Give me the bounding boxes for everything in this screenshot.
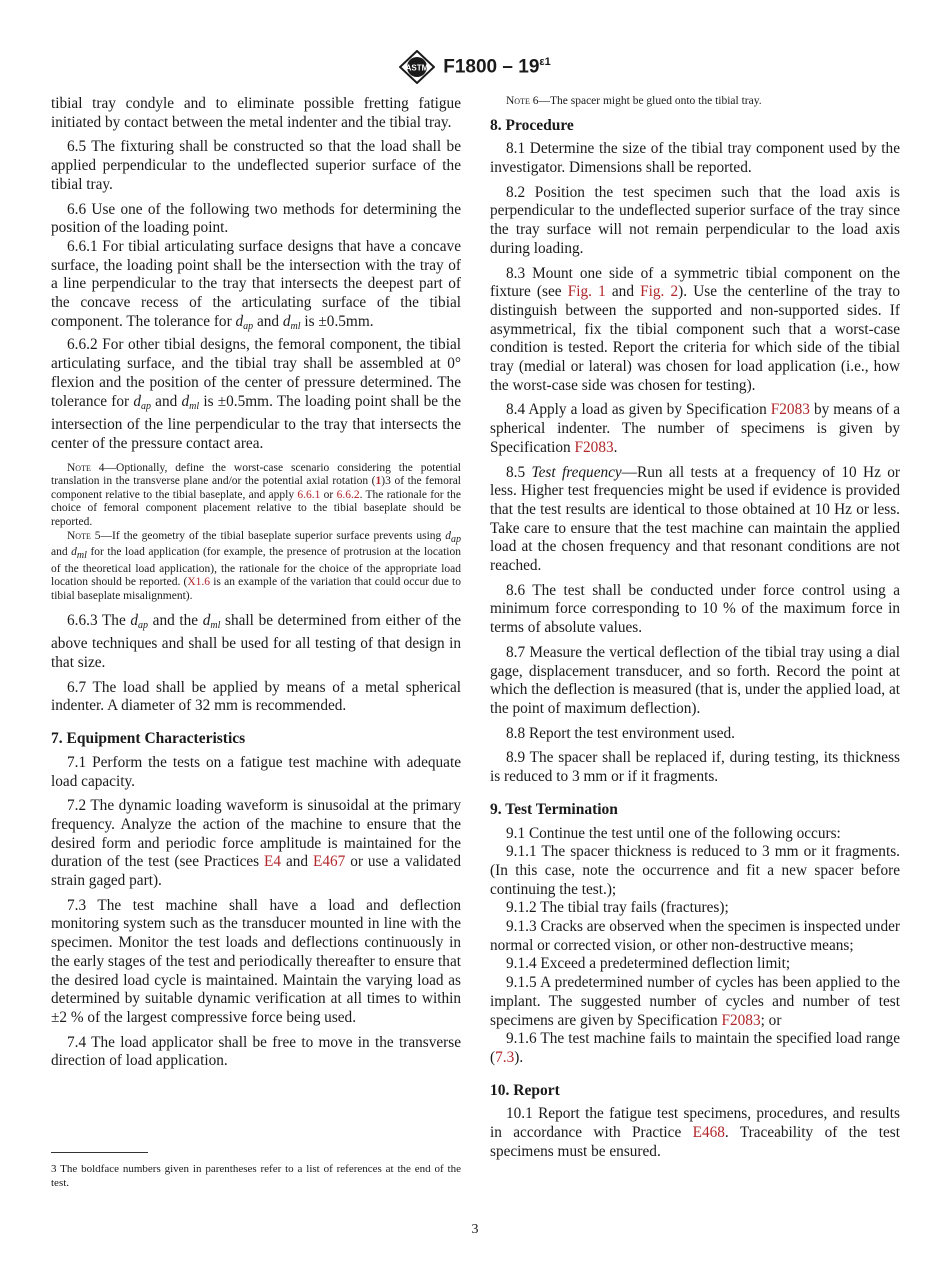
paragraph-6-6-1: 6.6.1 For tibial articulating surface designs that have a concave surface, the loading point shall be the intersection with the tray of a line perpendicular to the tray that intersects the deepest part of the concave recess of the articulating surface of the tibial component. The tolerance for $d_{ap}$ and $d_{ml}$ is ±0.5mm. [51, 237, 461, 332]
paragraph-8-3: 8.3 Mount one side of a symmetric tibial component on the fixture (see Fig. 1 and Fig. 2). Use the centerline of the tray to distinguish between the supported and non-supported sides. If asymmetrical, fix the tibial component such that a worst-case condition is tested. Report the criteria for which side of the tibial tray (medial or lateral) was chosen for load application (i.e., how the worst-case side was chosen for testing). [490, 264, 900, 394]
paragraph-9-1-2: 9.1.2 The tibial tray fails (fractures); [506, 899, 729, 917]
paragraph-9-1-5: 9.1.5 A predetermined number of cycles has been applied to the implant. The suggested number of cycles and number of test specimens are given by Specification F2083; or [490, 974, 900, 1029]
paragraph-6-6: 6.6 Use one of the following two methods for determining the position of the loading point. [51, 200, 461, 237]
left-column [51, 95, 461, 1077]
link-6-6-2[interactable]: 6.6.2 [336, 488, 360, 501]
link-f2083[interactable]: F2083 [770, 401, 810, 419]
link-e467[interactable]: E467 [313, 853, 346, 871]
paragraph-8-7: 8.7 Measure the vertical deflection of the tibial tray using a dial gage, displacement transducer, and so forth. Record the point at which the deflection is measured (that is, under the applied load, at the point of maximum deflection). [490, 643, 900, 717]
link-e468[interactable]: E468 [692, 1124, 725, 1142]
section-heading-7: 7. Equipment Characteristics [51, 730, 246, 748]
paragraph-9-1-1: 9.1.1 The spacer thickness is reduced to 3 mm or it fragments. (In this case, note the occurrence and fit a new spacer before continuing the test.); [490, 843, 900, 898]
link-x1-6[interactable]: X1.6 [187, 576, 211, 589]
link-f2083[interactable]: F2083 [721, 1011, 761, 1029]
astm-logo-icon [399, 50, 435, 84]
paragraph-9-1-4: 9.1.4 Exceed a predetermined deflection limit; [506, 955, 791, 973]
paragraph-8-8: 8.8 Report the test environment used. [506, 724, 735, 742]
paragraph-8-1: 8.1 Determine the size of the tibial tray component used by the investigator. Dimensions shall be reported. [490, 140, 900, 176]
paragraph-8-2: 8.2 Position the test specimen such that the load axis is perpendicular to the undeflected superior surface of the tray since the tray surface will not remain perpendicular to the load axis during loading. [490, 183, 900, 257]
paragraph-7-3: 7.3 The test machine shall have a load and deflection monitoring system such as the transducer mounted in line with the specimen. Monitor the test loads and deflections continuously in the early stages of the test and periodically thereafter to ensure that the desired load cycle is maintained. Maintain the varying load as determined by suitable dynamic verification at all times to within ±2 % of the largest compressive force being used. [51, 896, 461, 1026]
paragraph-9-1: 9.1 Continue the test until one of the following occurs: [506, 824, 841, 842]
reference-link-1[interactable]: 1 [375, 475, 382, 488]
section-heading-8: 8. Procedure [490, 116, 574, 134]
page-header [0, 50, 950, 86]
paragraph-continuation: tibial tray condyle and to eliminate possible fretting fatigue initiated by contact between the metal indenter and the tibial tray. [51, 95, 461, 131]
paragraph-8-6: 8.6 The test shall be conducted under force control using a minimum force corresponding to 10 % of the maximum force in terms of absolute values. [490, 581, 900, 637]
paragraph-7-2: 7.2 The dynamic loading waveform is sinusoidal at the primary frequency. Analyze the action of the machine to ensure that the desired form and periodic force amplitude is maintained for the duration of the test (see Practices E4 and E467 or use a validated strain gaged part). [51, 797, 461, 890]
right-column [490, 95, 900, 1167]
link-fig-2[interactable]: Fig. 2 [640, 283, 679, 301]
paragraph-6-7: 6.7 The load shall be applied by means of a metal spherical indenter. A diameter of 32 mm is recommended. [51, 678, 461, 715]
link-6-6-1[interactable]: 6.6.1 [297, 488, 321, 501]
footnote-divider [51, 1152, 148, 1153]
paragraph-7-1: 7.1 Perform the tests on a fatigue test machine with adequate load capacity. [51, 753, 461, 790]
footnote-3: 3 The boldface numbers given in parentheses refer to a list of references at the end of the test. [51, 1163, 461, 1189]
paragraph-6-6-3: 6.6.3 The $d_{ap}$ and the $d_{ml}$ shall be determined from either of the above techniques and shall be used for all testing of that design in that size. [51, 611, 462, 671]
section-heading-10: 10. Report [490, 1081, 560, 1099]
svg-text:ASTM: ASTM [405, 63, 429, 73]
page-number: 3 [471, 1222, 479, 1237]
paragraph-10-1: 10.1 Report the fatigue test specimens, procedures, and results in accordance with Practice E468. Traceability of the test specimens must be ensured. [490, 1105, 900, 1160]
link-fig-1[interactable]: Fig. 1 [567, 283, 606, 301]
link-e4[interactable]: E4 [264, 853, 282, 871]
link-7-3[interactable]: 7.3 [495, 1048, 515, 1066]
paragraph-6-6-2: 6.6.2 For other tibial designs, the femoral component, the tibial articulating surface, and the tibial tray shall be assembled at 0° flexion and the position of the center of pressure determined. The tolerance for $d_{ap}$ and $d_{ml}$ is ±0.5mm. The loading point shall be the intersection of the line perpendicular to the tray that intersects the center of the pressure contact area. [51, 336, 461, 452]
paragraph-9-1-3: 9.1.3 Cracks are observed when the specimen is inspected under normal or corrected vision, or other non-destructive means; [490, 918, 900, 954]
paragraph-9-1-6: 9.1.6 The test machine fails to maintain the specified load range (7.3). [490, 1030, 900, 1066]
paragraph-6-5: 6.5 The fixturing shall be constructed so that the load shall be applied perpendicular to the undeflected superior surface of the tibial tray. [51, 138, 461, 193]
paragraph-8-4: 8.4 Apply a load as given by Specification F2083 by means of a spherical indenter. The number of specimens is given by Specification F2083. [490, 401, 900, 456]
paragraph-7-4: 7.4 The load applicator shall be free to move in the transverse direction of load application. [51, 1033, 461, 1070]
standard-designation: $F1800 - 19^{\varepsilon 1}$ [443, 55, 551, 78]
paragraph-8-9: 8.9 The spacer shall be replaced if, during testing, its thickness is reduced to 3 mm or if it fragments. [490, 749, 900, 786]
section-heading-9: 9. Test Termination [490, 800, 618, 818]
link-f2083[interactable]: F2083 [574, 438, 614, 456]
note-6: Note 6—The spacer might be glued onto the tibial tray. [506, 95, 762, 107]
paragraph-8-5: 8.5 Test frequency—Run all tests at a frequency of 10 Hz or less. Higher test frequencies might be used if evidence is provided that the test results are identical to those obtained at 10 Hz or less. Take care to ensure that the test machine can maintain the applied load at the chosen frequency and that resonant conditions are not reached. [490, 463, 900, 575]
note-4: Note 4—Optionally, define the worst-case scenario considering the potential translation in the transverse plane and/or the potential axial rotation (1)3 of the femoral component relative to the tibial baseplate, and apply 6.6.1 or 6.6.2. The rationale for the choice of femoral component placement relative to the tibial baseplate should be reported. [51, 461, 461, 529]
note-5: Note 5—If the geometry of the tibial baseplate superior surface prevents using dap and dml for the load application (for example, the presence of protrusion at the location of the theoretical load application), the rationale for the choice of the appropriate load location should be reported. (X1.6 is an example of the variation that could occur due to tibial baseplate misalignment). [51, 529, 461, 602]
